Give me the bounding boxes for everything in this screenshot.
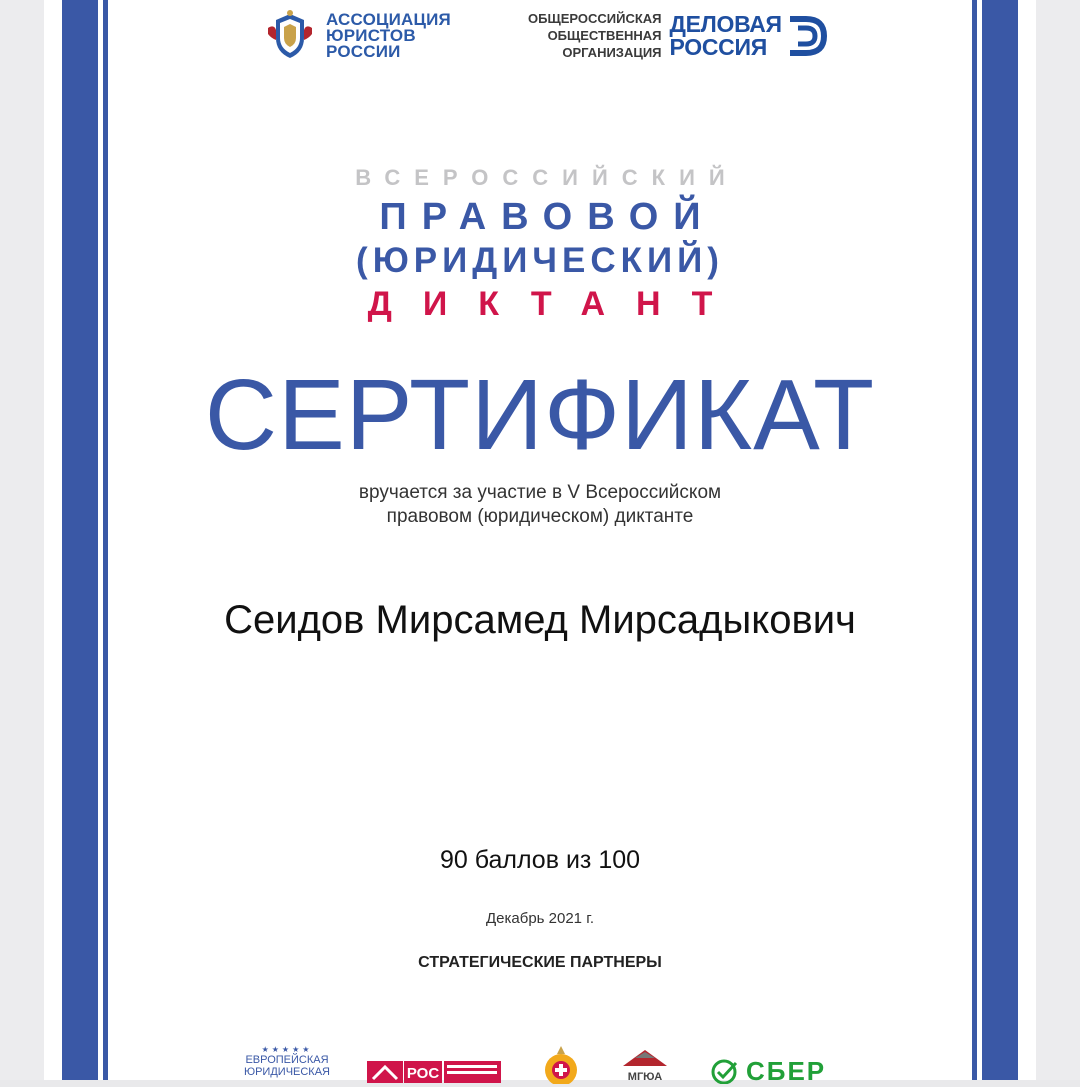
ayr-line-2: ЮРИСТОВ xyxy=(326,26,416,45)
mchs-emblem-icon xyxy=(538,1044,584,1084)
subtitle-line-2: правовом (юридическом) диктанте xyxy=(386,506,694,527)
sber-check-icon xyxy=(710,1058,740,1084)
certificate-title: СЕРТИФИКАТ xyxy=(204,359,876,471)
ayr-line-3: РОССИИ xyxy=(326,42,401,61)
dr-right-line-1: ДЕЛОВАЯ xyxy=(669,10,782,37)
score: 90 баллов из 100 xyxy=(439,846,641,874)
partner-eu-logo xyxy=(232,1046,342,1080)
title-line-dictation: ДИКТАНТ xyxy=(367,285,744,323)
delovaya-rossiya-mark-icon xyxy=(786,13,828,59)
title-line-all-russian: ВСЕРОССИЙСКИЙ xyxy=(355,165,739,190)
emblem-icon xyxy=(264,10,316,62)
delovaya-rossiya-logo xyxy=(528,10,828,61)
recipient-name: Сеидов Мирсамед Мирсадыкович xyxy=(224,598,856,642)
subtitle-line-1: вручается за участие в V Всероссийском xyxy=(358,482,722,503)
dr-right-line-2: РОССИЯ xyxy=(669,33,767,60)
mgua-text: МГЮА xyxy=(627,1071,663,1082)
eu-line-1: ЕВРОПЕЙСКАЯ xyxy=(245,1054,329,1066)
ayr-logo-text xyxy=(326,12,451,60)
sber-text: СБЕР xyxy=(746,1055,827,1086)
partners-heading: СТРАТЕГИЧЕСКИЕ ПАРТНЕРЫ xyxy=(418,954,662,971)
title-line-juridical: (ЮРИДИЧЕСКИЙ) xyxy=(356,241,724,280)
ayr-line-1: АССОЦИАЦИЯ xyxy=(326,10,451,29)
partner-sber-logo xyxy=(710,1055,850,1086)
mgua-logo-icon xyxy=(615,1046,675,1082)
dr-brand-text xyxy=(669,10,782,60)
dr-left-line-2: ОБЩЕСТВЕННАЯ xyxy=(547,28,662,43)
eu-line-2: ЮРИДИЧЕСКАЯ xyxy=(243,1066,330,1078)
issue-date: Декабрь 2021 г. xyxy=(486,910,594,927)
ayr-logo xyxy=(264,10,451,62)
dr-left-line-3: ОРГАНИЗАЦИЯ xyxy=(562,45,662,60)
ros-text: РОС xyxy=(406,1065,440,1082)
dr-org-text xyxy=(528,10,662,61)
title-line-legal: ПРАВОВОЙ xyxy=(379,196,716,238)
dr-left-line-1: ОБЩЕРОССИЙСКАЯ xyxy=(528,11,662,26)
eu-stars-icon: ★★★★★ xyxy=(261,1045,313,1054)
